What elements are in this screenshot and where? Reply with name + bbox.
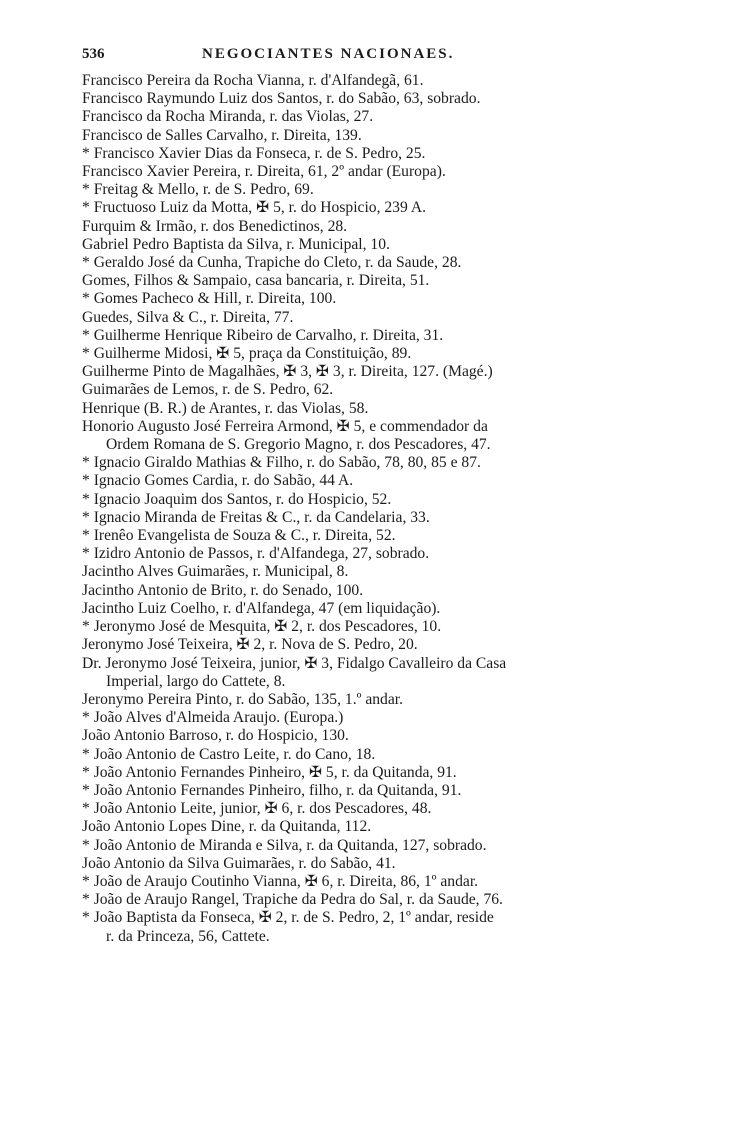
entry-text: * João de Araujo Rangel, Trapiche da Pedra do Sal, r. da Saude, 76. <box>82 891 503 909</box>
directory-entry <box>82 127 682 145</box>
entry-text: Gomes, Filhos & Sampaio, casa bancaria, r. Direita, 51. <box>82 272 430 290</box>
directory-entry <box>82 418 682 454</box>
directory-entry <box>82 837 682 855</box>
entry-text: * João Antonio de Castro Leite, r. do Cano, 18. <box>82 745 376 763</box>
directory-entry <box>82 855 682 873</box>
directory-entry <box>82 527 682 545</box>
entry-text: Francisco Pereira da Rocha Vianna, r. d'Alfandegã, 61. <box>82 72 424 89</box>
entry-text: * João Baptista da Fonseca, ✠ 2, r. de S. Pedro, 2, 1º andar, reside <box>82 909 494 927</box>
directory-entry <box>82 746 682 764</box>
page-number: 536 <box>82 46 105 62</box>
directory-entry <box>82 764 682 782</box>
directory-entry <box>82 72 682 90</box>
entry-text: Jeronymo José Teixeira, ✠ 2, r. Nova de S. Pedro, 20. <box>82 636 418 654</box>
entry-text: * João Antonio Fernandes Pinheiro, filho, r. da Quitanda, 91. <box>82 781 462 799</box>
directory-entry <box>82 491 682 509</box>
directory-entry <box>82 236 682 254</box>
merchant-list <box>82 72 682 946</box>
directory-entry <box>82 181 682 199</box>
entry-text: * Izidro Antonio de Passos, r. d'Alfandega, 27, sobrado. <box>82 545 430 563</box>
page-header <box>82 46 682 68</box>
entry-text: * Ignacio Gomes Cardia, r. do Sabão, 44 A. <box>82 472 354 490</box>
entry-text: * Francisco Xavier Dias da Fonseca, r. de S. Pedro, 25. <box>82 144 426 162</box>
entry-text: Francisco Raymundo Luiz dos Santos, r. do Sabão, 63, sobrado. <box>82 90 481 108</box>
directory-entry <box>82 327 682 345</box>
directory-entry <box>82 545 682 563</box>
running-title: NEGOCIANTES NACIONAES. <box>202 46 455 62</box>
entry-text: * João Antonio Fernandes Pinheiro, ✠ 5, r. da Quitanda, 91. <box>82 763 457 781</box>
entry-text: João Antonio Lopes Dine, r. da Quitanda, 112. <box>82 818 372 836</box>
directory-entry <box>82 636 682 654</box>
entry-text: * João Alves d'Almeida Araujo. (Europa.) <box>82 709 344 727</box>
directory-entry <box>82 472 682 490</box>
entry-text: Francisco da Rocha Miranda, r. das Violas, 27. <box>82 108 374 126</box>
directory-entry <box>82 290 682 308</box>
directory-entry <box>82 363 682 381</box>
entry-text: * João Antonio Leite, junior, ✠ 6, r. dos Pescadores, 48. <box>82 800 432 818</box>
entry-continuation: Imperial, largo do Cattete, 8. <box>106 672 286 690</box>
entry-continuation: Ordem Romana de S. Gregorio Magno, r. dos Pescadores, 47. <box>106 436 491 454</box>
directory-entry <box>82 199 682 217</box>
directory-entry <box>82 582 682 600</box>
directory-entry <box>82 108 682 126</box>
entry-text: * João de Araujo Coutinho Vianna, ✠ 6, r. Direita, 86, 1º andar. <box>82 872 479 890</box>
entry-text: Jeronymo Pereira Pinto, r. do Sabão, 135, 1.º andar. <box>82 690 403 708</box>
entry-text: João Antonio Barroso, r. do Hospicio, 130. <box>82 727 349 745</box>
entry-continuation: r. da Princeza, 56, Cattete. <box>106 927 270 945</box>
entry-text: * Guilherme Midosi, ✠ 5, praça da Constituição, 89. <box>82 345 412 363</box>
directory-entry <box>82 309 682 327</box>
entry-text: Jacintho Antonio de Brito, r. do Senado, 100. <box>82 581 364 599</box>
directory-entry <box>82 709 682 727</box>
directory-entry <box>82 90 682 108</box>
directory-entry <box>82 691 682 709</box>
directory-entry <box>82 655 682 691</box>
entry-text: Francisco Xavier Pereira, r. Direita, 61, 2º andar (Europa). <box>82 163 446 181</box>
directory-entry <box>82 400 682 418</box>
entry-text: * Ignacio Giraldo Mathias & Filho, r. do Sabão, 78, 80, 85 e 87. <box>82 454 481 472</box>
entry-text: * João Antonio de Miranda e Silva, r. da Quitanda, 127, sobrado. <box>82 836 487 854</box>
entry-text: Furquim & Irmão, r. dos Benedictinos, 28. <box>82 217 348 235</box>
directory-entry <box>82 454 682 472</box>
directory-entry <box>82 800 682 818</box>
directory-entry <box>82 345 682 363</box>
entry-text: * Gomes Pacheco & Hill, r. Direita, 100. <box>82 290 337 308</box>
directory-entry <box>82 145 682 163</box>
directory-entry <box>82 727 682 745</box>
directory-entry <box>82 600 682 618</box>
entry-text: * Irenêo Evangelista de Souza & C., r. Direita, 52. <box>82 527 396 545</box>
entry-text: Gabriel Pedro Baptista da Silva, r. Municipal, 10. <box>82 235 390 253</box>
directory-entry <box>82 563 682 581</box>
entry-text: * Freitag & Mello, r. de S. Pedro, 69. <box>82 181 314 199</box>
entry-text: Guedes, Silva & C., r. Direita, 77. <box>82 308 294 326</box>
entry-text: * Jeronymo José de Mesquita, ✠ 2, r. dos Pescadores, 10. <box>82 618 442 636</box>
entry-text: Jacintho Alves Guimarães, r. Municipal, 8. <box>82 563 349 581</box>
directory-entry <box>82 163 682 181</box>
entry-text: Guimarães de Lemos, r. de S. Pedro, 62. <box>82 381 334 399</box>
entry-text: Jacintho Luiz Coelho, r. d'Alfandega, 47 (em liquidação). <box>82 599 441 617</box>
entry-text: Honorio Augusto José Ferreira Armond, ✠ 5, e commendador da <box>82 417 488 435</box>
directory-entry <box>82 509 682 527</box>
directory-entry <box>82 254 682 272</box>
entry-text: Henrique (B. R.) de Arantes, r. das Violas, 58. <box>82 399 369 417</box>
directory-entry <box>82 873 682 891</box>
entry-text: * Geraldo José da Cunha, Trapiche do Cleto, r. da Saude, 28. <box>82 254 462 272</box>
directory-entry <box>82 218 682 236</box>
directory-entry <box>82 782 682 800</box>
entry-text: João Antonio da Silva Guimarães, r. do Sabão, 41. <box>82 854 396 872</box>
entry-text: * Fructuoso Luiz da Motta, ✠ 5, r. do Hospicio, 239 A. <box>82 199 426 217</box>
directory-entry <box>82 618 682 636</box>
entry-text: Francisco de Salles Carvalho, r. Direita, 139. <box>82 126 362 144</box>
entry-text: * Guilherme Henrique Ribeiro de Carvalho, r. Direita, 31. <box>82 326 444 344</box>
directory-entry <box>82 818 682 836</box>
directory-entry <box>82 909 682 945</box>
directory-entry <box>82 381 682 399</box>
entry-text: Dr. Jeronymo José Teixeira, junior, ✠ 3, Fidalgo Cavalleiro da Casa <box>82 654 507 672</box>
entry-text: * Ignacio Joaquim dos Santos, r. do Hospicio, 52. <box>82 490 392 508</box>
directory-entry <box>82 891 682 909</box>
directory-entry <box>82 272 682 290</box>
entry-text: Guilherme Pinto de Magalhães, ✠ 3, ✠ 3, r. Direita, 127. (Magé.) <box>82 363 493 381</box>
entry-text: * Ignacio Miranda de Freitas & C., r. da Candelaria, 33. <box>82 508 430 526</box>
